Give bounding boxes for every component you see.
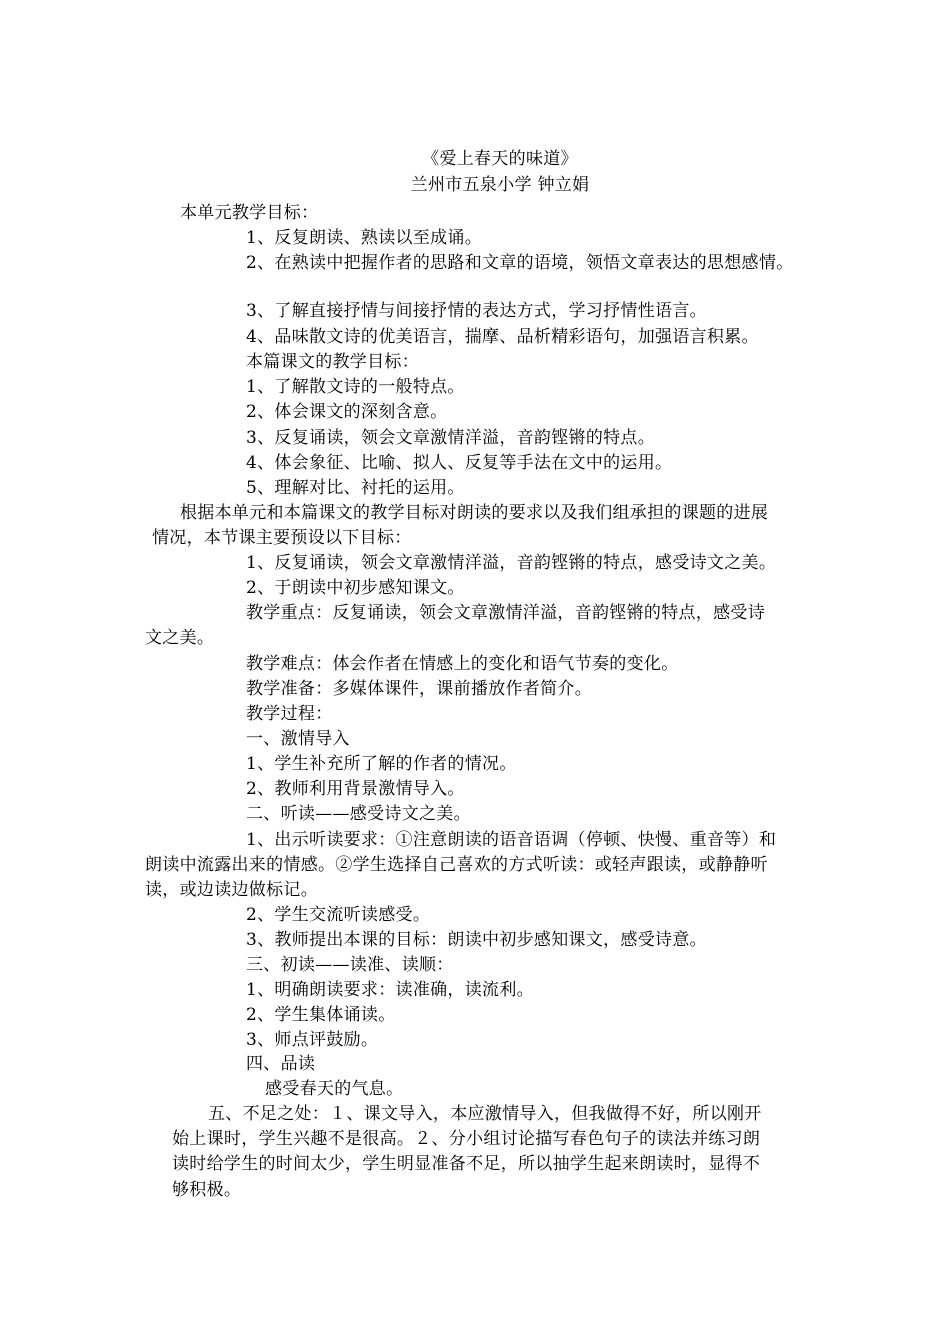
unit-goal-item: 4、品味散文诗的优美语言，揣摩、品析精彩语句，加强语言积累。 — [246, 327, 759, 347]
section-item: 2、教师利用背景激情导入。 — [246, 779, 465, 799]
difficulty-line: 教学难点：体会作者在情感上的变化和语气节奏的变化。 — [246, 654, 679, 674]
unit-goal-item: 3、了解直接抒情与间接抒情的表达方式，学习抒情性语言。 — [246, 301, 707, 321]
preparation-line: 教学准备：多媒体课件，课前播放作者简介。 — [246, 679, 592, 699]
reflection-line: 读时给学生的时间太少，学生明显准备不足，所以抽学生起来朗读时，显得不 — [172, 1154, 761, 1174]
reflection-line: 五、不足之处：１、课文导入，本应激情导入，但我做得不好，所以刚开 — [208, 1104, 762, 1124]
process-heading: 教学过程： — [246, 704, 333, 724]
reflection-line: 始上课时，学生兴趣不是很高。２、分小组讨论描写春色句子的读法并练习朗 — [172, 1129, 761, 1149]
section-item: 3、教师提出本课的目标：朗读中初步感知课文，感受诗意。 — [246, 930, 707, 950]
class-goal-item: 2、于朗读中初步感知课文。 — [246, 578, 465, 598]
unit-goal-item: 2、在熟读中把握作者的思路和文章的语境，领悟文章表达的思想感情。 — [246, 253, 794, 273]
lesson-goal-item: 2、体会课文的深刻含意。 — [246, 402, 448, 422]
intro-paragraph-line: 根据本单元和本篇课文的教学目标对朗读的要求以及我们组承担的课题的进展 — [180, 503, 769, 523]
key-point-line: 文之美。 — [145, 628, 215, 648]
lesson-goal-item: 3、反复诵读，领会文章激情洋溢，音韵铿锵的特点。 — [246, 428, 656, 448]
document-title: 《爱上春天的味道》 — [422, 149, 578, 169]
section-item: 1、明确朗读要求：读准确，读流利。 — [246, 980, 534, 1000]
section-heading: 四、品读 — [246, 1054, 316, 1074]
unit-goals-heading: 本单元教学目标： — [180, 203, 319, 223]
reflection-line: 够积极。 — [172, 1180, 242, 1200]
section-heading: 三、初读——读准、读顺： — [246, 955, 454, 975]
class-goal-item: 1、反复诵读，领会文章激情洋溢，音韵铿锵的特点，感受诗文之美。 — [246, 553, 777, 573]
key-point-line: 教学重点：反复诵读，领会文章激情洋溢，音韵铿锵的特点，感受诗 — [246, 603, 765, 623]
section-item: 2、学生交流听读感受。 — [246, 905, 431, 925]
section-item: 1、学生补充所了解的作者的情况。 — [246, 754, 517, 774]
lesson-goals-heading: 本篇课文的教学目标： — [246, 352, 419, 372]
section-subline: 感受春天的气息。 — [265, 1079, 404, 1099]
intro-paragraph-line: 情况，本节课主要预设以下目标： — [152, 528, 412, 548]
section-item-line: 读，或边读边做标记。 — [145, 880, 318, 900]
lesson-goal-item: 4、体会象征、比喻、拟人、反复等手法在文中的运用。 — [246, 453, 673, 473]
unit-goal-item: 1、反复朗读、熟读以至成诵。 — [246, 228, 483, 248]
section-item-line: 朗读中流露出来的情感。②学生选择自己喜欢的方式听读：或轻声跟读，或静静听 — [145, 855, 768, 875]
section-item: 2、学生集体诵读。 — [246, 1005, 396, 1025]
author-byline: 兰州市五泉小学 钟立娟 — [410, 175, 590, 195]
lesson-goal-item: 1、了解散文诗的一般特点。 — [246, 377, 465, 397]
lesson-goal-item: 5、理解对比、衬托的运用。 — [246, 478, 465, 498]
section-heading: 二、听读——感受诗文之美。 — [246, 804, 471, 824]
section-item-line: 1、出示听读要求：①注意朗读的语音语调（停顿、快慢、重音等）和 — [246, 830, 777, 850]
section-heading: 一、激情导入 — [246, 729, 350, 749]
section-item: 3、师点评鼓励。 — [246, 1030, 379, 1050]
